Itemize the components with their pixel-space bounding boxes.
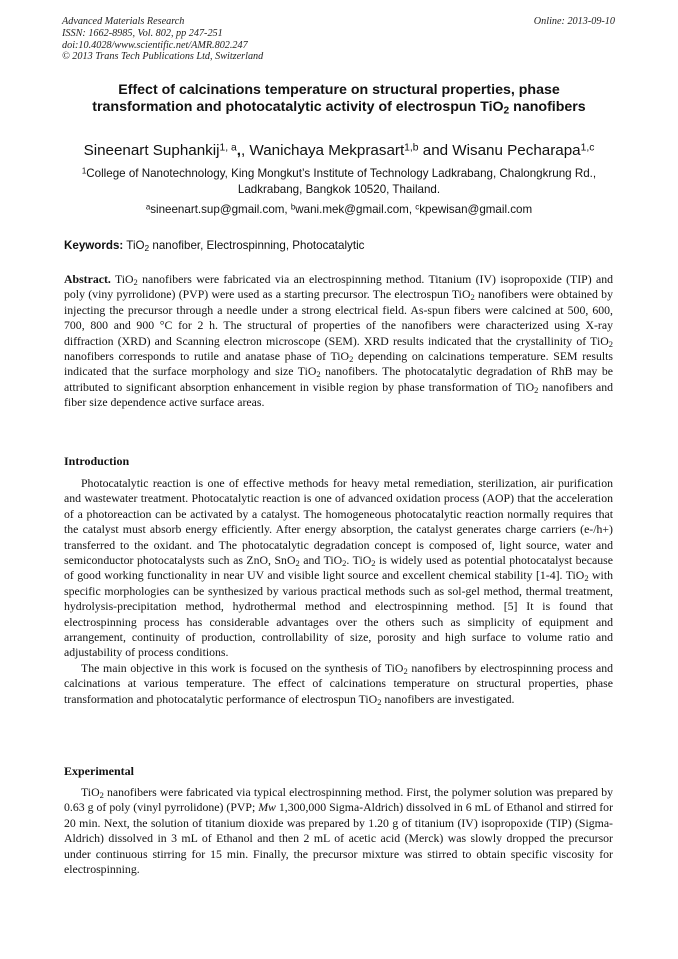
journal-name: Advanced Materials Research (62, 16, 185, 27)
online-date: Online: 2013-09-10 (533, 16, 615, 27)
journal-header (62, 16, 263, 63)
experimental-body (64, 785, 613, 877)
abstract-label: Abstract. (64, 272, 111, 286)
journal-issn: ISSN: 1662-8985, Vol. 802, pp 247-251 (62, 27, 223, 39)
introduction-body (64, 476, 613, 707)
abstract: Abstract. TiO$_2$ nanofibers were fabricated via an electrospinning method. Titanium (IV) isopropoxide (TIP) and poly (viny pyrrolidone) (PVP) were used as a starting precursor. The electrospun TiO$_2$ nanofibers were obtained by injecting the precursor through a needle under a strong electrical field. As-spun fibers were calcined at 500, 600, 700, 800 and 900 °C for 2 h. The structural of properties of the nanofibers were characterized using X-ray diffraction (XRD) and Scanning electron microscope (SEM). XRD results indicated that the crystallinity of TiO$_2$ nanofibers corresponds to rutile and anatase phase of TiO$_2$ depending on calcinations temperature. SEM results indicated that the surface morphology and size TiO$_2$ nanofibers. The photocatalytic degradation of RhB may be attributed to significant absorption enhancement in visible region by phase transformation of TiO$_2$ nanofibers and fiber size dependence active surface areas. (64, 272, 613, 410)
author-name: Sineenart Suphankij (83, 142, 220, 159)
paragraph: Photocatalytic reaction is one of effective methods for heavy metal remediation, sterilization, air purification and wastewater treatment. Photocatalytic reaction is one of advanced oxidation process (AOP) that the acceleration of a photoreaction can be activated by a catalyst. The homogeneous photocatalytic reaction normally requires that the catalyst must absorb energy efficiently. After energy absorption, the catalyst generates charge carriers (e-/h+) transferred to the oxidant. and The photocatalytic degradation concept is composed of, light source, water and semiconductor photocatalysts such as ZnO, SnO$_2$ and TiO$_2$. TiO$_2$ is widely used as potential photocatalyst because of good working functionality in near UV and visible light source and excellent chemical stability [1-4]. TiO$_2$ with specific morphologies can be synthesized by various practical methods such as sol-gel method, thermal treatment, hydrolysis-precipitation method, hydrothermal method and electrospinning method. [5] It is found that electrospinning process has considerable advantages over the others such as simplicity of equipment and arrangement, continuity of production, controllability of size, porosity and high surface to volume ratio and adjustability of process conditions. (64, 476, 613, 660)
paragraph: The main objective in this work is focused on the synthesis of TiO$_2$ nanofibers by electrospinning process and calcinations at various temperature. The effect of calcinations temperature on structural properties, phase transformation and photocatalytic performance of electrospun TiO$_2$ nanofibers are investigated. (64, 660, 613, 707)
author-name: , Wanichaya Mekprasart (240, 142, 405, 159)
journal-copyright: © 2013 Trans Tech Publications Ltd, Switzerland (62, 51, 264, 63)
keywords-label: Keywords: (64, 239, 124, 252)
author-list: Sineenart Suphankij$^{1, a}$,, Wanichaya Mekprasart$^{1,b}$ and Wisanu Pecharapa$^{1,c}$ (83, 142, 595, 159)
journal-doi: doi:10.4028/www.scientific.net/AMR.802.247 (62, 39, 248, 51)
paragraph: TiO$_2$ nanofibers were fabricated via typical electrospinning method. First, the polymer solution was prepared by 0.63 g of poly (vinyl pyrrolidone) (PVP; Mw 1,300,000 Sigma-Aldrich) dissolved in 6 mL of Ethanol and stirred for 20 min. Next, the solution of titanium dioxide was prepared by 1.20 g of titanium (IV) isopropoxide (TIP) (Sigma-Aldrich) dissolved in 3 mL of Ethanol and then 2 mL of acetic acid (Merck) was slowly dropped the precursor under continuous stirring for 15 min. Finally, the precursor mixture was stirred to obtain specific viscosity for electrospinning. (64, 785, 613, 877)
email-link[interactable]: wani.mek@gmail.com, (295, 203, 416, 216)
author-emails: $^a$sineenart.sup@gmail.com, $^b$wani.mek@gmail.com, $^c$kpewisan@gmail.com (145, 202, 533, 216)
email-link[interactable]: sineenart.sup@gmail.com, (150, 203, 291, 216)
section-heading-experimental: Experimental (64, 764, 134, 778)
affiliation: $^1$College of Nanotechnology, King Mongkut’s Institute of Technology Ladkrabang, Chalongkrung Rd., Ladkrabang, Bangkok 10520, Thailand. (81, 166, 597, 196)
section-heading-introduction: Introduction (64, 454, 130, 468)
keywords: Keywords: TiO$_2$ nanofiber, Electrospinning, Photocatalytic (64, 239, 365, 254)
author-name: and Wisanu Pecharapa (418, 142, 581, 159)
paper-title: Effect of calcinations temperature on structural properties, phase transformation and photocatalytic activity of electrospun TiO$_2$ nanofibers (92, 82, 586, 117)
email-link[interactable]: kpewisan@gmail.com (419, 203, 533, 216)
